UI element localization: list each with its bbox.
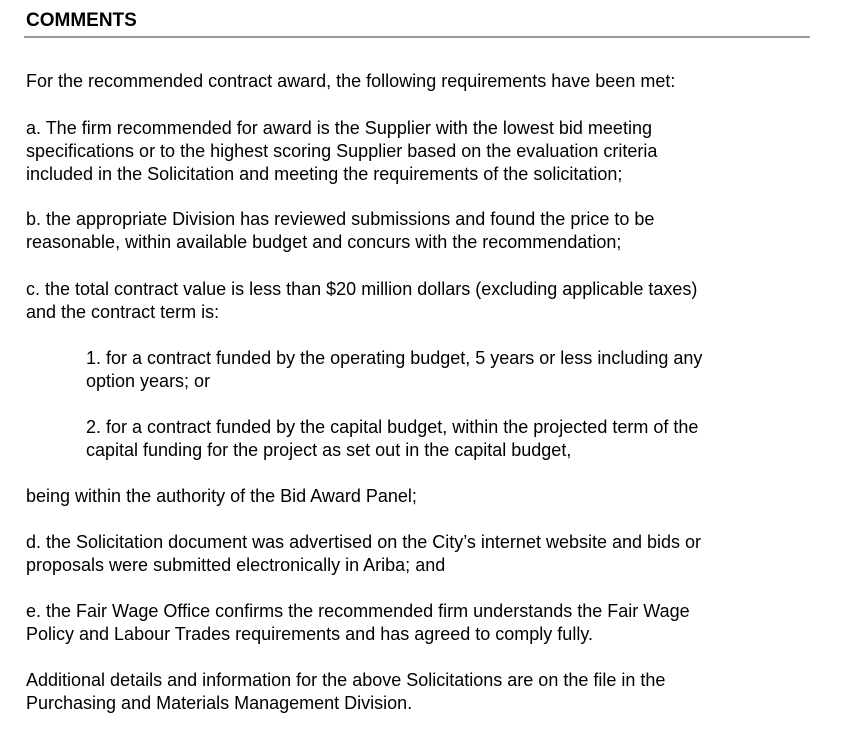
text-line: e. the Fair Wage Office confirms the recommended firm understands the Fair Wage: [26, 601, 690, 621]
section-heading: COMMENTS: [26, 10, 137, 31]
text-line: a. The firm recommended for award is the Supplier with the lowest bid meeting: [26, 118, 652, 138]
authority-statement: [26, 485, 417, 508]
text-line: Purchasing and Materials Management Division.: [26, 693, 413, 713]
text-line: and the contract term is:: [26, 302, 220, 322]
text-line: For the recommended contract award, the following requirements have been met:: [26, 71, 676, 91]
requirement-c-item-2: [86, 416, 698, 462]
requirement-b: [26, 208, 654, 254]
text-line: specifications or to the highest scoring Supplier based on the evaluation criteria: [26, 141, 658, 161]
requirement-d: [26, 531, 701, 577]
text-line: reasonable, within available budget and concurs with the recommendation;: [26, 232, 622, 252]
text-line: Additional details and information for the above Solicitations are on the file in the: [26, 670, 666, 690]
text-line: c. the total contract value is less than $20 million dollars (excluding applicable taxes): [26, 279, 698, 299]
text-line: 1. for a contract funded by the operating budget, 5 years or less including any: [86, 348, 703, 368]
text-line: b. the appropriate Division has reviewed submissions and found the price to be: [26, 209, 655, 229]
requirement-c-item-1: [86, 347, 702, 393]
text-line: d. the Solicitation document was advertised on the City’s internet website and bids or: [26, 532, 702, 552]
text-line: being within the authority of the Bid Award Panel;: [26, 486, 417, 506]
text-line: Policy and Labour Trades requirements and has agreed to comply fully.: [26, 624, 593, 644]
requirement-e: [26, 600, 690, 646]
heading-divider: [24, 36, 810, 38]
intro-paragraph: [26, 70, 675, 93]
closing-paragraph: [26, 669, 665, 715]
requirement-c: [26, 278, 697, 324]
text-line: 2. for a contract funded by the capital budget, within the projected term of the: [86, 417, 699, 437]
text-line: included in the Solicitation and meeting the requirements of the solicitation;: [26, 164, 623, 184]
text-line: capital funding for the project as set out in the capital budget,: [86, 440, 572, 460]
requirement-a: [26, 117, 657, 186]
text-line: proposals were submitted electronically in Ariba; and: [26, 555, 446, 575]
text-line: option years; or: [86, 371, 211, 391]
